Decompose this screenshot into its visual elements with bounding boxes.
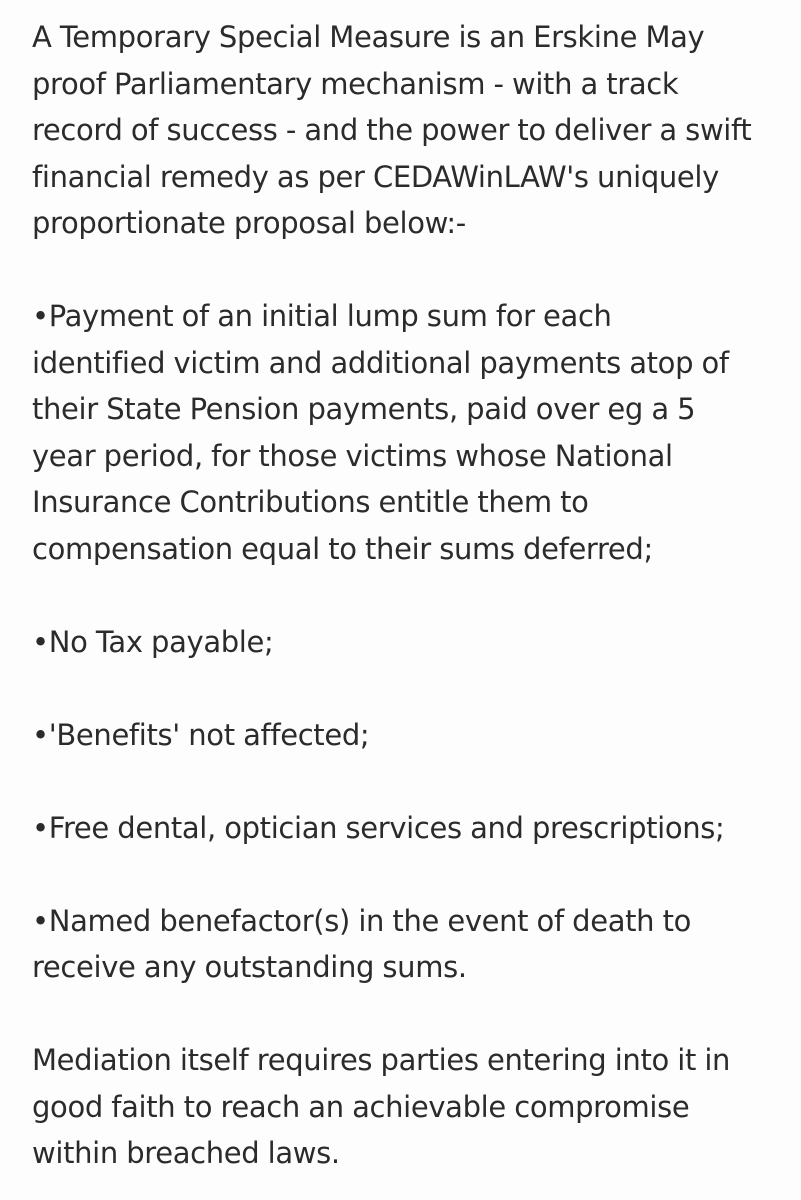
paragraph-spacer [32, 991, 783, 1038]
closing-paragraph: Mediation itself requires parties entering into it in good faith to reach an achievable compromise within breached laws. [32, 1043, 731, 1170]
intro-paragraph: A Temporary Special Measure is an Erskine May proof Parliamentary mechanism - with a track record of success - and the power to deliver a swift financial remedy as per CEDAWinLAW's uniquely proportionate proposal below:- [32, 20, 752, 240]
paragraph-spacer [32, 758, 783, 805]
bullet-free-services: •Free dental, optician services and prescriptions; [32, 810, 725, 845]
paragraph-spacer [32, 247, 783, 294]
bullet-no-tax: •No Tax payable; [32, 624, 274, 659]
bullet-payment-lump-sum: •Payment of an initial lump sum for each identified victim and additional payments atop of their State Pension payments, paid over eg a 5 year period, for those victims whose National Insurance Contributions entitle them to compensation equal to their sums deferred; [32, 299, 729, 566]
bullet-named-benefactor: •Named benefactor(s) in the event of death to receive any outstanding sums. [32, 903, 691, 984]
bullet-benefits-not-affected: •'Benefits' not affected; [32, 717, 370, 752]
paragraph-spacer [32, 665, 783, 712]
paragraph-spacer [32, 572, 783, 619]
paragraph-spacer [32, 851, 783, 898]
